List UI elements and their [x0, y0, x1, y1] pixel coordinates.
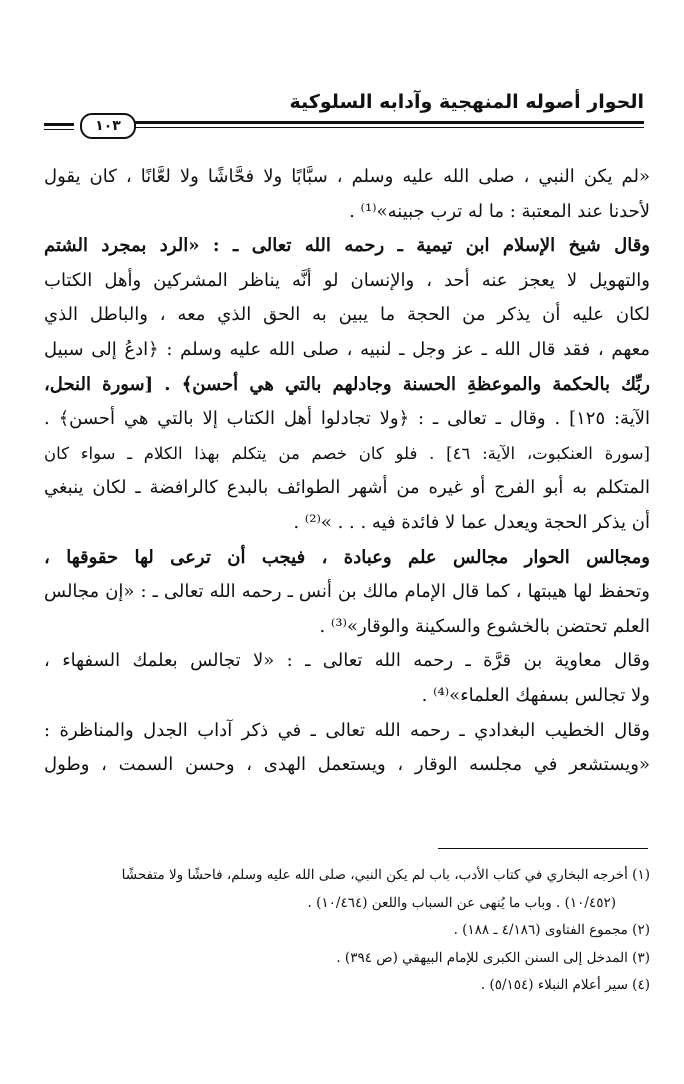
text-line: وتحفظ لها هيبتها ، كما قال الإمام مالك بن أنس ـ رحمه الله تعالى ـ : «إن مجالس [44, 581, 650, 603]
footnotes [44, 862, 650, 1000]
text-line: وقال شيخ الإسلام ابن تيمية ـ رحمه الله تعالى ـ : «الرد بمجرد الشتم [44, 235, 650, 257]
text-line: معهم ، فقد قال الله ـ عز وجل ـ لنبيه ، صلى الله عليه وسلم : ﴿ادعُ إلى سبيل [44, 338, 650, 360]
header-rule-thin [134, 127, 644, 128]
text-line: لكان عليه أن يذكر من الحجة ما يبين به الحق الذي معه ، والباطل الذي [44, 304, 650, 326]
header-rule-left [44, 123, 74, 126]
text-line: وقال معاوية بن قرَّة ـ رحمه الله تعالى ـ : «لا تجالس بعلمك السفهاء ، [44, 650, 650, 672]
header-rule-thick [134, 121, 644, 124]
text-line: ربِّك بالحكمة والموعظةِ الحسنة وجادلهم بالتي هي أحسن﴾ . [سورة النحل، [44, 373, 650, 395]
text-line: وقال الخطيب البغدادي ـ رحمه الله تعالى ـ في ذكر آداب الجدل والمناظرة : [44, 719, 650, 741]
footnote-separator [438, 848, 648, 849]
main-text [44, 160, 650, 783]
text-line: «ويستشعر في مجلسه الوقار ، ويستعمل الهدى ، وحسن السمت ، وطول [44, 754, 650, 776]
text-line: «لم يكن النبي ، صلى الله عليه وسلم ، سبَّابًا ولا فحَّاشًا ولا لعَّانًا ، كان يقول [44, 166, 650, 187]
footnote: (٤) سير أعلام النبلاء (٥/١٥٤) . [480, 977, 650, 993]
footnote: (٢) مجموع الفتاوى (٤/١٨٦ ـ ١٨٨) . [453, 922, 650, 938]
text-line: ومجالس الحوار مجالس علم وعبادة ، فيجب أن ترعى لها حقوقها ، [44, 546, 650, 568]
footnote: (٣) المدخل إلى السنن الكبرى للإمام البيهقي (ص ٣٩٤) . [336, 949, 650, 966]
text-line: والتهويل لا يعجز عنه أحد ، والإنسان لو أنَّه يناظر المشركين وأهل الكتاب [44, 269, 650, 291]
footnote: (١) أخرجه البخاري في كتاب الأدب، باب لم يكن النبي، صلى الله عليه وسلم، فاحشًا ولا متفحشًا [121, 867, 650, 883]
text-line: أن يذكر الحجة ويعدل عما لا فائدة فيه . . . »⁽²⁾ . [293, 511, 650, 533]
header-rule-left-thin [44, 129, 74, 130]
text-line: لأحدنا عند المعتبة : ما له ترب جبينه»⁽¹⁾ . [349, 200, 650, 222]
text-line: [سورة العنكبوت، الآية: ٤٦] . فلو كان خصم من يتكلم بهذا الكلام ـ سواء كان [44, 443, 650, 463]
text-line: المتكلم به أبو الفرج أو غيره من أشهر الطوائف بالبدع كالرافضة ـ لكان ينبغي [44, 477, 650, 499]
running-title: الحوار أصوله المنهجية وآدابه السلوكية [289, 91, 644, 113]
text-line: ولا تجالس بسفهك العلماء»⁽⁴⁾ . [421, 684, 650, 706]
text-line: العلم تحتضن بالخشوع والسكينة والوقار»⁽³⁾ . [319, 615, 650, 637]
page-number: ١٠٣ [80, 113, 136, 139]
footnote-continuation: (١٠/٤٥٢) . وباب ما يُنهى عن السباب واللعن (١٠/٤٦٤) . [307, 894, 616, 911]
text-line: الآية: ١٢٥] . وقال ـ تعالى ـ : ﴿ولا تجادلوا أهل الكتاب إلا بالتي هي أحسن﴾ . [44, 408, 650, 430]
page-header [44, 88, 644, 142]
